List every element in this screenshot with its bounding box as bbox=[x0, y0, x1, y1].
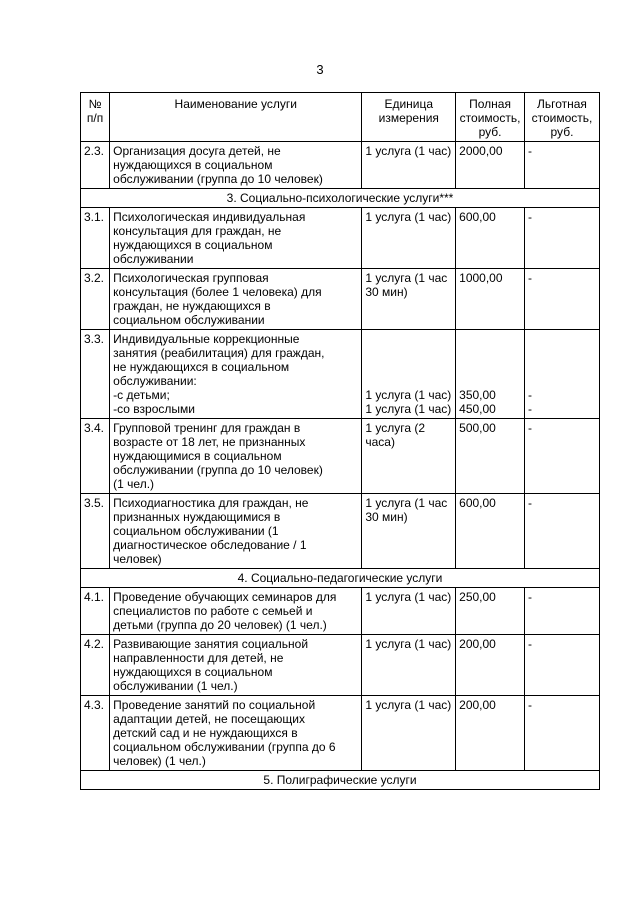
full-cost bbox=[456, 635, 525, 696]
service-name bbox=[110, 269, 362, 330]
service-name-line: нуждающихся в социальном bbox=[113, 665, 273, 679]
service-name-line: Развивающие занятия социальной bbox=[113, 637, 309, 651]
full-cost-line: 600,00 bbox=[459, 210, 496, 224]
service-name-line: диагностическое обследование / 1 bbox=[113, 538, 307, 552]
preferential-cost-line: - bbox=[527, 637, 532, 651]
full-cost-line: 350,00 bbox=[459, 388, 496, 402]
unit-of-measure-line: 1 услуга (1 час bbox=[365, 271, 448, 285]
preferential-cost bbox=[524, 494, 599, 569]
service-name-line: детский сад и не нуждающихся в bbox=[113, 726, 298, 740]
unit-of-measure-line: 1 услуга (1 час bbox=[365, 496, 448, 510]
unit-of-measure-line: 1 услуга (1 час) bbox=[365, 637, 452, 651]
table-row bbox=[81, 588, 600, 635]
unit-of-measure bbox=[362, 635, 456, 696]
full-cost-line: 450,00 bbox=[459, 402, 496, 416]
unit-of-measure-line: 1 услуга (1 час) bbox=[365, 210, 452, 224]
header-preferential-cost-line: стоимость, bbox=[531, 111, 593, 125]
service-name bbox=[110, 419, 362, 494]
service-name-line: Групповой тренинг для граждан в bbox=[113, 421, 301, 435]
service-name bbox=[110, 588, 362, 635]
unit-of-measure bbox=[362, 208, 456, 269]
preferential-cost-line: - bbox=[527, 210, 532, 224]
header-unit-line: измерения bbox=[378, 111, 439, 125]
unit-of-measure-line bbox=[365, 360, 452, 374]
preferential-cost-line: - bbox=[527, 144, 532, 158]
header-preferential-cost-line: руб. bbox=[550, 125, 574, 139]
row-number: 2.3. bbox=[81, 142, 110, 189]
preferential-cost-line: - bbox=[527, 698, 532, 712]
service-name-line: Психологическая групповая bbox=[113, 271, 269, 285]
section-row bbox=[81, 189, 600, 208]
full-cost-line bbox=[459, 332, 521, 346]
header-number bbox=[81, 93, 110, 142]
unit-of-measure-line: 1 услуга (1 час) bbox=[365, 144, 452, 158]
row-number: 3.4. bbox=[81, 419, 110, 494]
full-cost bbox=[456, 330, 525, 419]
preferential-cost-line: - bbox=[527, 421, 532, 435]
unit-of-measure-line: 30 мин) bbox=[365, 285, 408, 299]
full-cost-line bbox=[459, 346, 521, 360]
full-cost-line: 200,00 bbox=[459, 698, 496, 712]
unit-of-measure bbox=[362, 494, 456, 569]
preferential-cost bbox=[524, 142, 599, 189]
header-number-line: п/п bbox=[86, 111, 104, 125]
table-row bbox=[81, 419, 600, 494]
header-preferential-cost-line: Льготная bbox=[536, 97, 587, 111]
preferential-cost-line: - bbox=[527, 402, 532, 416]
section-title: 4. Социально-педагогические услуги bbox=[81, 569, 600, 588]
service-name-line: социальном обслуживании (группа до 6 bbox=[113, 740, 336, 754]
unit-of-measure-line: 1 услуга (2 bbox=[365, 421, 426, 435]
service-name-line: (1 чел.) bbox=[113, 477, 155, 491]
service-name-line: не нуждающихся в социальном bbox=[113, 360, 290, 374]
service-name-line: направленности для детей, не bbox=[113, 651, 284, 665]
preferential-cost-line: - bbox=[527, 590, 532, 604]
service-name-line: Психологическая индивидуальная bbox=[113, 210, 306, 224]
full-cost bbox=[456, 142, 525, 189]
preferential-cost bbox=[524, 635, 599, 696]
header-unit-line: Единица bbox=[384, 97, 434, 111]
table-row bbox=[81, 330, 600, 419]
full-cost-line: 250,00 bbox=[459, 590, 496, 604]
row-number: 3.3. bbox=[81, 330, 110, 419]
service-name-line: человек) (1 чел.) bbox=[113, 754, 206, 768]
preferential-cost bbox=[524, 588, 599, 635]
row-number: 3.5. bbox=[81, 494, 110, 569]
service-name-line: занятия (реабилитация) для граждан, bbox=[113, 346, 325, 360]
full-cost bbox=[456, 588, 525, 635]
header-full-cost-line: стоимость, bbox=[459, 111, 521, 125]
preferential-cost-line: - bbox=[527, 496, 532, 510]
full-cost bbox=[456, 419, 525, 494]
preferential-cost bbox=[524, 696, 599, 771]
service-name bbox=[110, 494, 362, 569]
service-name bbox=[110, 330, 362, 419]
unit-of-measure-line: 30 мин) bbox=[365, 510, 408, 524]
preferential-cost bbox=[524, 269, 599, 330]
service-name-line: обслуживании: bbox=[113, 374, 197, 388]
header-preferential-cost bbox=[524, 93, 599, 142]
table-row bbox=[81, 208, 600, 269]
full-cost bbox=[456, 494, 525, 569]
section-row bbox=[81, 569, 600, 588]
row-number: 4.2. bbox=[81, 635, 110, 696]
unit-of-measure bbox=[362, 696, 456, 771]
unit-of-measure-line bbox=[365, 374, 452, 388]
service-name-line: нуждающихся в социальном bbox=[113, 238, 273, 252]
service-name-line: Проведение обучающих семинаров для bbox=[113, 590, 337, 604]
service-name bbox=[110, 142, 362, 189]
preferential-cost bbox=[524, 419, 599, 494]
preferential-cost-line bbox=[528, 332, 596, 346]
header-full-cost bbox=[456, 93, 525, 142]
services-price-table bbox=[80, 92, 600, 790]
service-name-line: Организация досуга детей, не bbox=[113, 144, 281, 158]
section-row bbox=[81, 771, 600, 790]
service-name-line: Проведение занятий по социальной bbox=[113, 698, 316, 712]
preferential-cost bbox=[524, 330, 599, 419]
full-cost-line: 600,00 bbox=[459, 496, 496, 510]
unit-of-measure-line: 1 услуга (1 час) bbox=[365, 388, 452, 402]
service-name-line: детьми (группа до 20 человек) (1 чел.) bbox=[113, 618, 327, 632]
service-name-line: обслуживании (группа до 10 человек) bbox=[113, 172, 323, 186]
service-name-line: обслуживании (1 чел.) bbox=[113, 679, 238, 693]
section-title: 3. Социально-психологические услуги*** bbox=[81, 189, 600, 208]
unit-of-measure bbox=[362, 419, 456, 494]
page-number: 3 bbox=[316, 62, 324, 77]
service-name-line: консультация для граждан, не bbox=[113, 224, 282, 238]
preferential-cost bbox=[524, 208, 599, 269]
table-row bbox=[81, 635, 600, 696]
preferential-cost-line: - bbox=[527, 388, 532, 402]
header-service-name-line: Наименование услуги bbox=[174, 97, 297, 111]
table-body bbox=[81, 142, 600, 790]
unit-of-measure-line: часа) bbox=[365, 435, 395, 449]
service-name-line: граждан, не нуждающихся в bbox=[113, 299, 271, 313]
table-row bbox=[81, 142, 600, 189]
service-name-line: обслуживании (группа до 10 человек) bbox=[113, 463, 323, 477]
preferential-cost-line: - bbox=[527, 271, 532, 285]
full-cost bbox=[456, 696, 525, 771]
full-cost-line: 1000,00 bbox=[459, 271, 503, 285]
row-number: 4.3. bbox=[81, 696, 110, 771]
unit-of-measure-line: 1 услуга (1 час) bbox=[365, 402, 452, 416]
full-cost-line: 2000,00 bbox=[459, 144, 503, 158]
header-full-cost-line: руб. bbox=[478, 125, 502, 139]
service-name-line: консультация (более 1 человека) для bbox=[113, 285, 322, 299]
unit-of-measure bbox=[362, 269, 456, 330]
full-cost-line: 500,00 bbox=[459, 421, 496, 435]
table-header-row bbox=[81, 93, 600, 142]
header-unit bbox=[362, 93, 456, 142]
unit-of-measure bbox=[362, 588, 456, 635]
service-name bbox=[110, 635, 362, 696]
row-number: 4.1. bbox=[81, 588, 110, 635]
service-name-line: человек) bbox=[113, 552, 162, 566]
header-full-cost-line: Полная bbox=[469, 97, 511, 111]
row-number: 3.1. bbox=[81, 208, 110, 269]
preferential-cost-line bbox=[528, 360, 596, 374]
service-name-line: -со взрослыми bbox=[113, 402, 195, 416]
table-row bbox=[81, 269, 600, 330]
service-name-line: нуждающихся в социальном bbox=[113, 158, 273, 172]
service-name-line: нуждающимися в социальном bbox=[113, 449, 282, 463]
row-number: 3.2. bbox=[81, 269, 110, 330]
unit-of-measure-line: 1 услуга (1 час) bbox=[365, 698, 452, 712]
service-name-line: адаптации детей, не посещающих bbox=[113, 712, 305, 726]
full-cost bbox=[456, 269, 525, 330]
preferential-cost-line bbox=[528, 346, 596, 360]
full-cost-line bbox=[459, 374, 521, 388]
full-cost-line bbox=[459, 360, 521, 374]
service-name-line: -с детьми; bbox=[113, 388, 170, 402]
service-name-line: социальном обслуживании bbox=[113, 313, 265, 327]
table-row bbox=[81, 494, 600, 569]
service-name-line: специалистов по работе с семьей и bbox=[113, 604, 313, 618]
unit-of-measure-line: 1 услуга (1 час) bbox=[365, 590, 452, 604]
full-cost bbox=[456, 208, 525, 269]
service-name-line: обслуживании bbox=[113, 252, 194, 266]
unit-of-measure bbox=[362, 142, 456, 189]
service-name-line: социальном обслуживании (1 bbox=[113, 524, 279, 538]
service-name bbox=[110, 696, 362, 771]
unit-of-measure bbox=[362, 330, 456, 419]
service-name-line: Индивидуальные коррекционные bbox=[113, 332, 300, 346]
service-name-line: Психодиагностика для граждан, не bbox=[113, 496, 309, 510]
section-title: 5. Полиграфические услуги bbox=[81, 771, 600, 790]
table-row bbox=[81, 696, 600, 771]
unit-of-measure-line bbox=[365, 346, 452, 360]
service-name-line: признанных нуждающимися в bbox=[113, 510, 281, 524]
header-service-name bbox=[110, 93, 362, 142]
preferential-cost-line bbox=[528, 374, 596, 388]
unit-of-measure-line bbox=[365, 332, 452, 346]
header-number-line: № bbox=[88, 97, 102, 111]
service-name bbox=[110, 208, 362, 269]
full-cost-line: 200,00 bbox=[459, 637, 496, 651]
service-name-line: возрасте от 18 лет, не признанных bbox=[113, 435, 306, 449]
